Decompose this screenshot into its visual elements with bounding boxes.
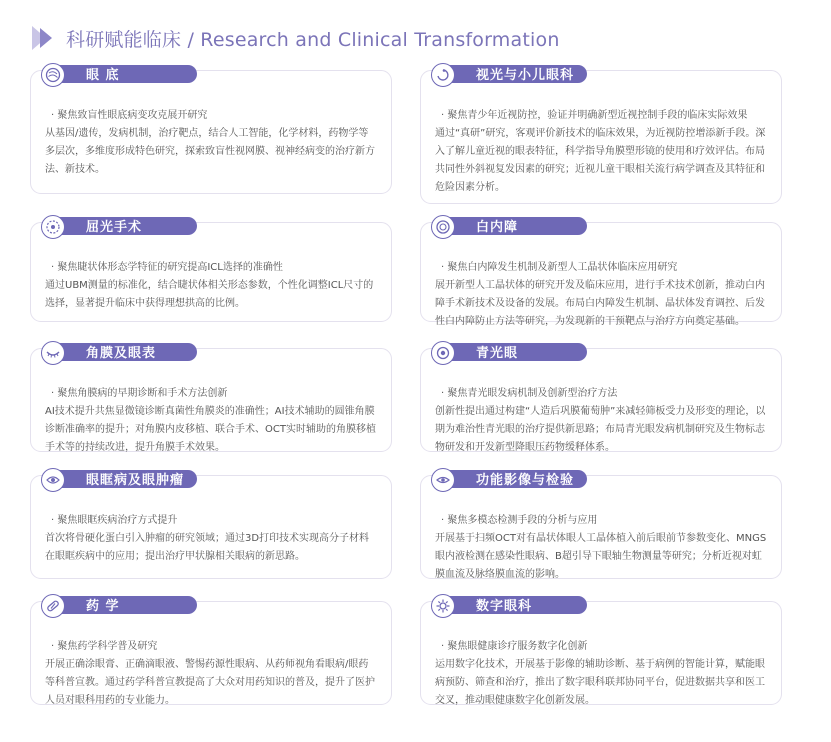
card-focus: · 聚焦致盲性眼底病变攻克展开研究 [51, 110, 208, 121]
card-description: 首次将骨硬化蛋白引入肿瘤的研究领域；通过3D打印技术实现高分子材料在眼眶疾病中的应用；提出治疗甲状腺相关眼病的新思路。 [45, 533, 370, 562]
card-description: 通过UBM测量的标准化，结合睫状体相关形态参数，个性化调整ICL尺寸的选择，显著提升临床中获得理想拱高的比例。 [45, 280, 374, 309]
card-title: 视光与小儿眼科 [476, 68, 575, 83]
title-badge [439, 217, 587, 235]
card-description: 创新性提出通过构建“人造后巩膜葡萄肿”来减轻筛板受力及形变的理论，以期为难治性青光眼的治疗提供新思路；布局青光眼发病机制研究及生物标志物研发和开发新型降眼压药物缓释体系。 [435, 406, 766, 453]
title-badge [49, 217, 197, 235]
title-badge [439, 65, 587, 83]
page-title: 科研赋能临床 / Research and Clinical Transformation [66, 28, 560, 51]
orbit-tumor-icon [41, 468, 65, 492]
glaucoma-icon [431, 341, 455, 365]
card-focus: · 聚焦青少年近视防控，验证并明确新型近视控制手段的临床实际效果 [441, 110, 748, 121]
card-description: 运用数字化技术，开展基于影像的辅助诊断、基于病例的智能计算，赋能眼病预防、筛查和治疗，推出了数字眼科联邦协同平台，促进数据共享和医工交叉，推动眼健康数字化创新发展。 [435, 659, 765, 706]
title-badge [439, 596, 587, 614]
chevron-right-icon [30, 24, 58, 52]
refractive-surgery-icon [41, 215, 65, 239]
card-glaucoma [420, 348, 782, 452]
card-title: 青光眼 [476, 346, 519, 361]
card-focus: · 聚焦多模态检测手段的分析与应用 [441, 515, 598, 526]
digital-gear-icon [431, 594, 455, 618]
title-badge [49, 470, 197, 488]
card-digital-ophthalmology [420, 601, 782, 705]
card-title: 功能影像与检验 [476, 473, 575, 488]
card-focus: · 聚焦眼健康诊疗服务数字化创新 [441, 641, 588, 652]
title-badge [49, 596, 197, 614]
card-title: 屈光手术 [86, 220, 143, 235]
card-title: 眼 底 [86, 68, 120, 83]
cornea-eyelash-icon [41, 341, 65, 365]
card-title: 角膜及眼表 [86, 346, 157, 361]
child-eye-icon [431, 63, 455, 87]
card-title: 眼眶病及眼肿瘤 [86, 473, 185, 488]
card-orbit-tumor [30, 475, 392, 579]
card-pharmacy [30, 601, 392, 705]
card-focus: · 聚焦药学科学普及研究 [51, 641, 158, 652]
title-badge [439, 343, 587, 361]
card-fundus [30, 70, 392, 194]
card-cornea [30, 348, 392, 452]
title-badge [49, 343, 197, 361]
card-description: AI技术提升共焦显微镜诊断真菌性角膜炎的准确性；AI技术辅助的圆锥角膜诊断准确率的提升；对角膜内皮移植、联合手术、OCT实时辅助的角膜移植手术等的持续改进，提升角膜手术效果。 [45, 406, 376, 453]
title-badge [439, 470, 587, 488]
card-title: 药 学 [86, 599, 120, 614]
page-header [30, 24, 560, 52]
card-description: 开展基于扫频OCT对有晶状体眼人工晶体植入前后眼前节参数变化、MNGS眼内液检测在感染性眼病、B超引导下眼轴生物测量等研究；分析近视对虹膜血流及脉络膜血流的影响。 [435, 533, 767, 580]
card-focus: · 聚焦眼眶疾病治疗方式提升 [51, 515, 178, 526]
imaging-eye-icon [431, 468, 455, 492]
card-description: 从基因/遗传，发病机制，治疗靶点，结合人工智能，化学材料，药物学等多层次，多维度形成特色研究，探索致盲性视网膜、视神经病变的治疗新方法、新技术。 [45, 128, 375, 175]
card-optometry-pediatric [420, 70, 782, 204]
card-focus: · 聚焦青光眼发病机制及创新型治疗方法 [441, 388, 618, 399]
pill-icon [41, 594, 65, 618]
card-title: 白内障 [476, 220, 519, 235]
card-description: 通过“真研”研究，客观评价新技术的临床效果，为近视防控增添新手段。深入了解儿童近视的眼表特征，科学指导角膜塑形镜的使用和疗效评估。布局共同性外斜视复发因素的研究；近视儿童干眼相关流行病学调查及其特征和危险因素分析。 [435, 128, 766, 193]
card-imaging [420, 475, 782, 579]
card-refractive-surgery [30, 222, 392, 322]
card-focus: · 聚焦睫状体形态学特征的研究提高ICL选择的准确性 [51, 262, 283, 273]
card-cataract [420, 220, 782, 327]
card-focus: · 聚焦白内障发生机制及新型人工晶状体临床应用研究 [441, 262, 678, 273]
card-focus: · 聚焦角膜病的早期诊断和手术方法创新 [51, 388, 228, 399]
card-title: 数字眼科 [476, 599, 533, 614]
fundus-eye-icon [41, 63, 65, 87]
card-description: 展开新型人工晶状体的研究开发及临床应用，进行手术技术创新，推动白内障手术新技术及设备的发展。布局白内障发生机制、晶状体发育调控、后发性白内障防止方法等研究，为发现新的干预靶点与治疗方向奠定基础。 [435, 280, 765, 327]
title-badge [49, 65, 197, 83]
card-description: 开展正确涂眼膏、正确滴眼液、警惕药源性眼病、从药师视角看眼病/眼药等科普宣教。通过药学科普宣教提高了大众对用药知识的普及，提升了医护人员对眼科用药的专业能力。 [45, 659, 375, 706]
cataract-icon [431, 215, 455, 239]
